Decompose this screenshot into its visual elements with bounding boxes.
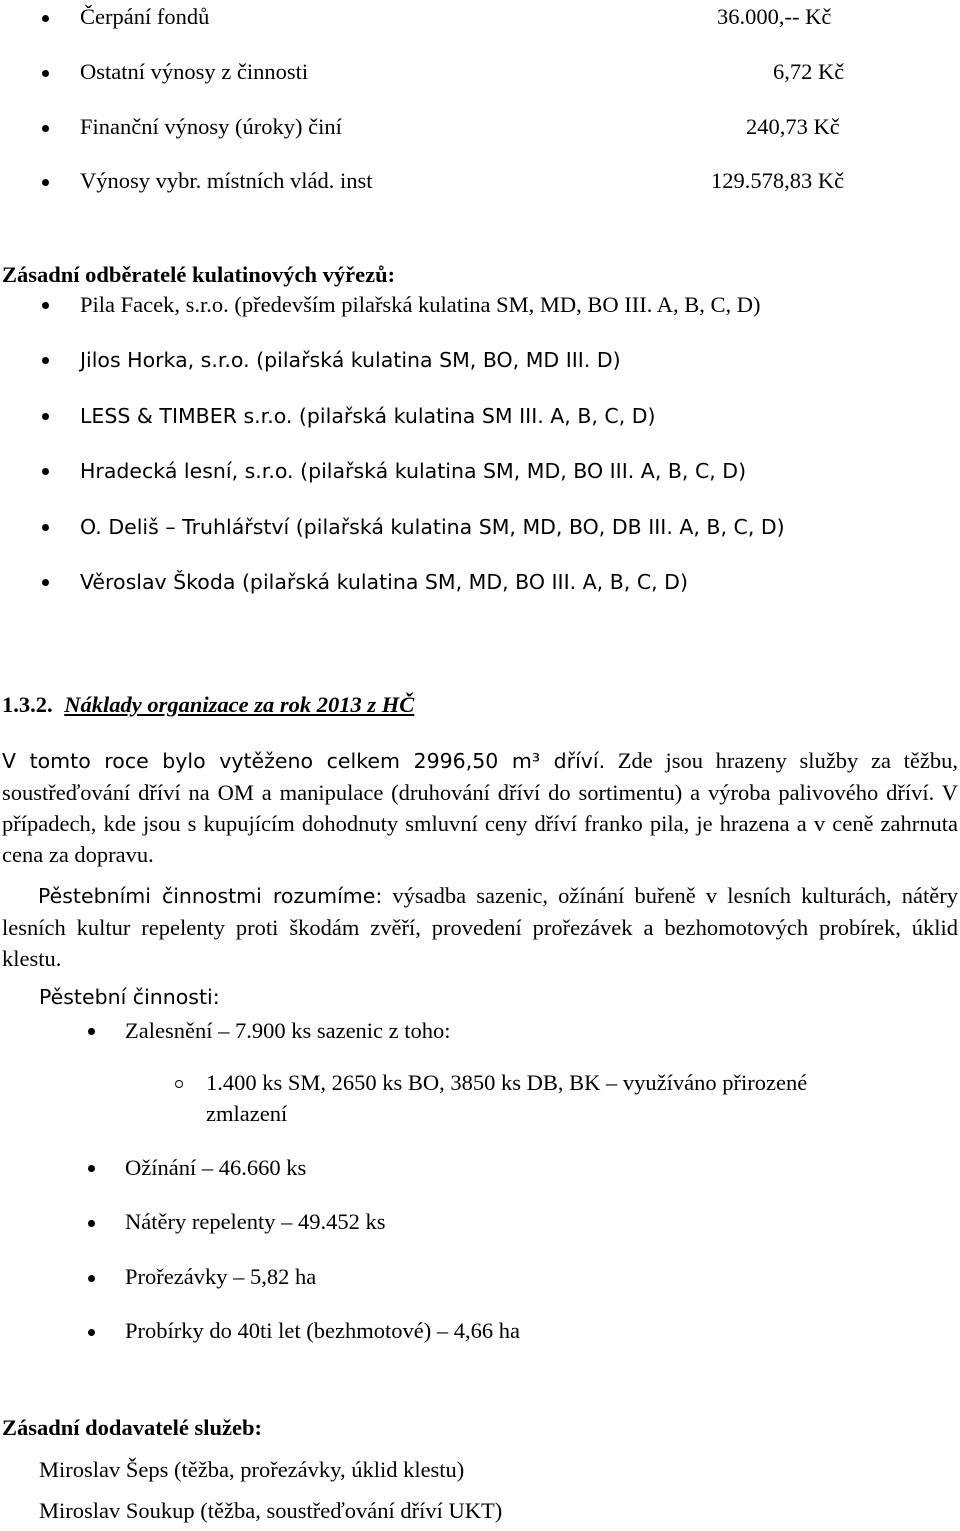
activity-planting: Zalesnění – 7.900 ks sazenic z toho: — [125, 1018, 451, 1043]
bullet-icon — [42, 357, 49, 364]
income-label: Čerpání fondů — [80, 4, 210, 29]
customer-item: Věroslav Škoda (pilařská kulatina SM, MD, BO III. A, B, C, D) — [80, 570, 688, 594]
activity-item: Nátěry repelenty – 49.452 ks — [125, 1209, 386, 1234]
bullet-icon — [42, 413, 49, 420]
paragraph-cultivation-intro: Pěstebními činnostmi rozumíme: — [38, 884, 383, 908]
bullet-icon — [42, 468, 49, 475]
bullet-icon — [88, 1220, 95, 1227]
customer-item: O. Deliš – Truhlářství (pilařská kulatina SM, MD, BO, DB III. A, B, C, D) — [80, 515, 785, 539]
paragraph-harvest — [2, 745, 958, 870]
bullet-icon — [88, 1329, 95, 1336]
income-amount: 240,73 Kč — [746, 114, 840, 139]
paragraph-cultivation — [2, 880, 958, 974]
income-amount: 6,72 Kč — [773, 59, 845, 84]
customer-item: Hradecká lesní, s.r.o. (pilařská kulatina SM, MD, BO III. A, B, C, D) — [80, 459, 747, 483]
bullet-icon — [42, 125, 49, 132]
supplier-item: Miroslav Šeps (těžba, prořezávky, úklid klestu) — [39, 1457, 465, 1482]
circle-bullet-icon — [175, 1080, 183, 1088]
supplier-item: Miroslav Soukup (těžba, soustřeďování dříví UKT) — [39, 1498, 503, 1523]
activity-item: Ožínání – 46.660 ks — [125, 1155, 307, 1180]
activity-planting-detail: 1.400 ks SM, 2650 ks BO, 3850 ks DB, BK – využíváno přirozené — [206, 1070, 808, 1095]
activity-item: Prořezávky – 5,82 ha — [125, 1264, 317, 1289]
customer-item: Pila Facek, s.r.o. (především pilařská kulatina SM, MD, BO III. A, B, C, D) — [80, 292, 761, 317]
income-label: Finanční výnosy (úroky) činí — [80, 114, 342, 139]
bullet-icon — [42, 15, 49, 22]
activity-item: Probírky do 40ti let (bezhmotové) – 4,66 ha — [125, 1318, 520, 1343]
bullet-icon — [88, 1165, 95, 1172]
income-label: Výnosy vybr. místních vlád. inst — [80, 168, 373, 193]
paragraph-cultivation-body: výsadba sazenic, ožínání buřeně v lesních kulturách, nátěry lesních kultur repelenty proti škodám zvěří, provedení prořezávek a bezhomotových probírek, úklid klestu. — [2, 883, 958, 971]
bullet-icon — [42, 179, 49, 186]
income-amount: 129.578,83 Kč — [711, 168, 845, 193]
section-heading — [2, 694, 414, 717]
bullet-icon — [42, 524, 49, 531]
bullet-icon — [88, 1275, 95, 1282]
suppliers-heading: Zásadní dodavatelé služeb: — [2, 1415, 263, 1440]
section-number: 1.3.2. — [2, 692, 53, 717]
bullet-icon — [42, 302, 49, 309]
bullet-icon — [42, 70, 49, 77]
bullet-icon — [88, 1028, 95, 1035]
paragraph-harvest-intro: V tomto roce bylo vytěženo celkem 2996,50 m³ dříví. — [2, 749, 606, 773]
customers-heading: Zásadní odběratelé kulatinových výřezů: — [2, 262, 396, 287]
customer-item: LESS & TIMBER s.r.o. (pilařská kulatina SM III. A, B, C, D) — [80, 404, 656, 428]
income-amount: 36.000,-- Kč — [717, 4, 832, 29]
customer-item: Jilos Horka, s.r.o. (pilařská kulatina SM, BO, MD III. D) — [80, 348, 621, 372]
paragraph-harvest-body: Zde jsou hrazeny služby za těžbu, soustřeďování dříví na OM a manipulace (druhování dříví do sortimentu) a výroba palivového dříví. V případech, kde jsou s kupujícím dohodnuty smluvní ceny dříví franko pila, je hrazena a v ceně zahrnuta cena za dopravu. — [2, 748, 958, 867]
section-title: Náklady organizace za rok 2013 z HČ — [64, 692, 415, 717]
activities-heading: Pěstební činnosti: — [39, 985, 220, 1009]
income-label: Ostatní výnosy z činnosti — [80, 59, 309, 84]
bullet-icon — [42, 579, 49, 586]
activity-planting-detail-cont: zmlazení — [206, 1101, 288, 1126]
